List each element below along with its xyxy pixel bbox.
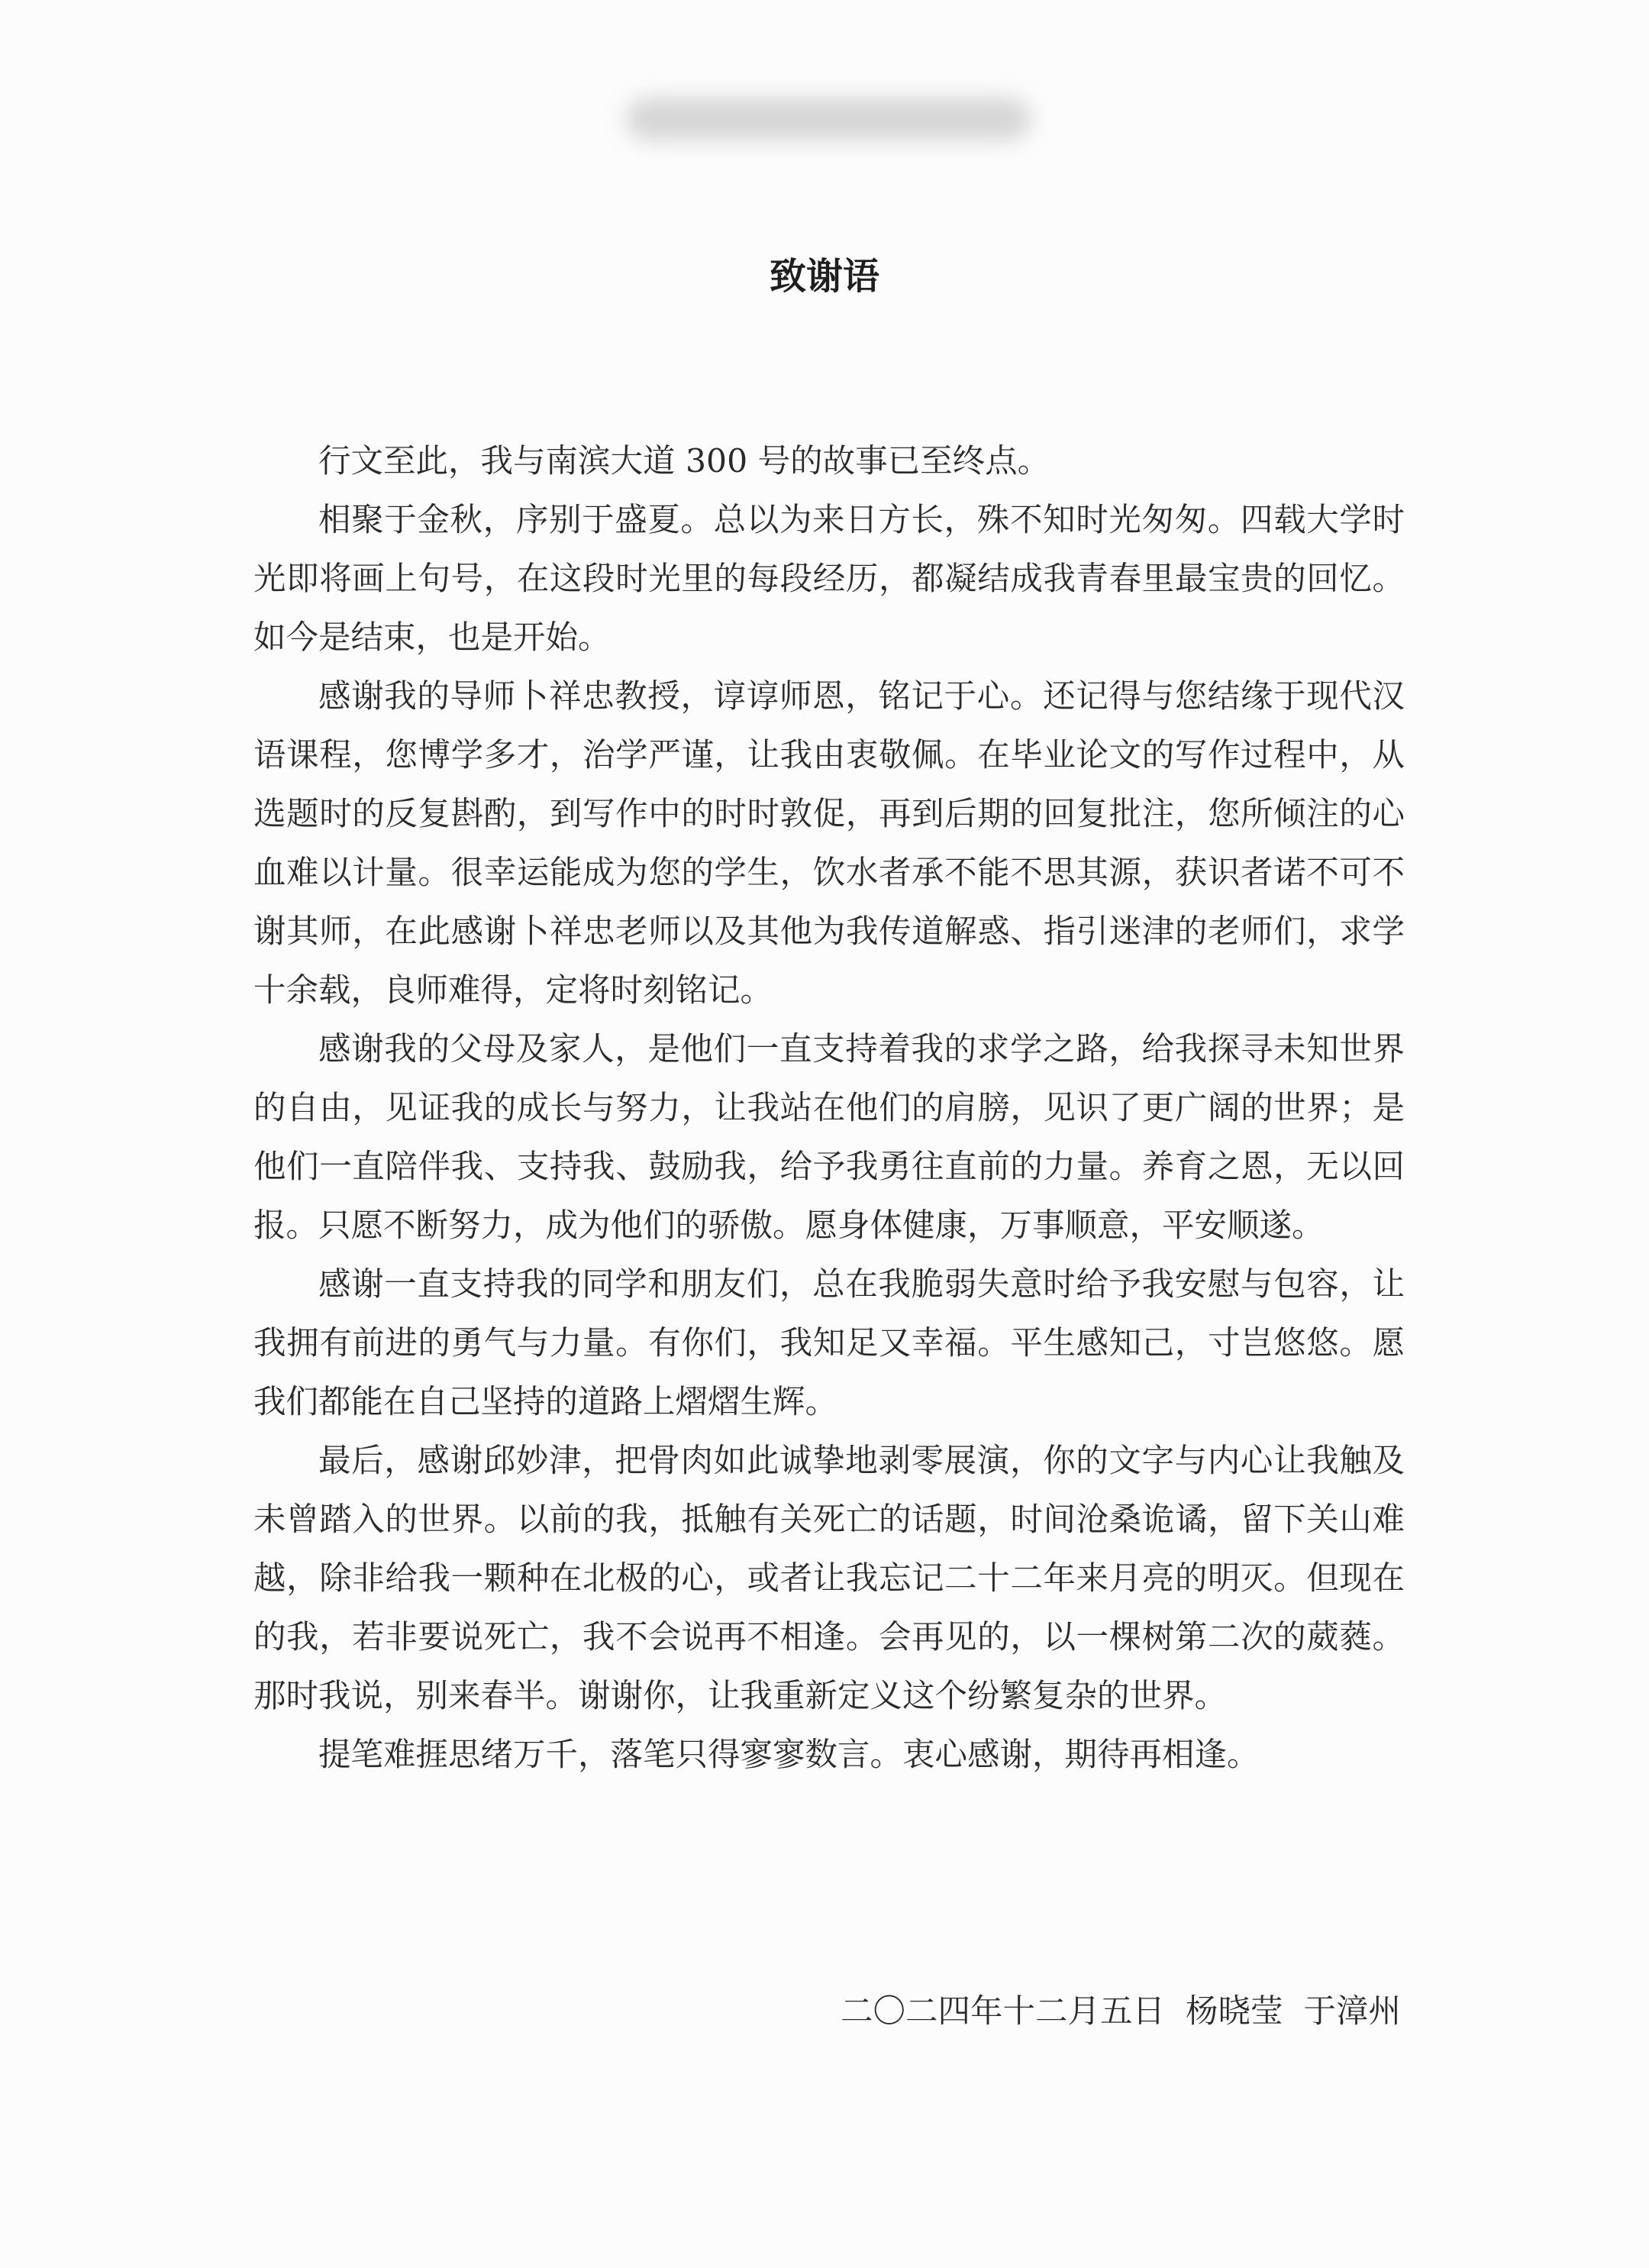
- paragraph: 相聚于金秋，序别于盛夏。总以为来日方长，殊不知时光匆匆。四载大学时光即将画上句号，在这段时光里的每段经历，都凝结成我青春里最宝贵的回忆。如今是结束，也是开始。: [253, 502, 1405, 657]
- paragraph: 感谢一直支持我的同学和朋友们，总在我脆弱失意时给予我安慰与包容，让我拥有前进的勇气与力量。有你们，我知足又幸福。平生感知己，寸岂悠悠。愿我们都能在自己坚持的道路上熠熠生辉。: [253, 1266, 1405, 1421]
- signature-line: 二〇二四年十二月五日 杨晓莹 于漳州: [840, 1993, 1401, 2031]
- page-title: 致谢语: [769, 255, 879, 298]
- blurred-header: [626, 98, 1031, 141]
- paragraph: 行文至此，我与南滨大道 300 号的故事已至终点。: [318, 443, 1050, 480]
- paragraph: 提笔难捱思绪万千，落笔只得寥寥数言。衷心感谢，期待再相逢。: [318, 1737, 1260, 1774]
- body-text: [253, 432, 1405, 1785]
- paragraph: 感谢我的导师卜祥忠教授，谆谆师恩，铭记于心。还记得与您结缘于现代汉语课程，您博学多才，治学严谨，让我由衷敬佩。在毕业论文的写作过程中，从选题时的反复斟酌，到写作中的时时敦促，再到后期的回复批注，您所倾注的心血难以计量。很幸运能成为您的学生，饮水者承不能不思其源，获识者诺不可不谢其师，在此感谢卜祥忠老师以及其他为我传道解惑、指引迷津的老师们，求学十余载，良师难得，定将时刻铭记。: [253, 678, 1405, 1010]
- paragraph: 感谢我的父母及家人，是他们一直支持着我的求学之路，给我探寻未知世界的自由，见证我的成长与努力，让我站在他们的肩膀，见识了更广阔的世界；是他们一直陪伴我、支持我、鼓励我，给予我勇往直前的力量。养育之恩，无以回报。只愿不断努力，成为他们的骄傲。愿身体健康，万事顺意，平安顺遂。: [253, 1031, 1405, 1245]
- paragraph: 最后，感谢邱妙津，把骨肉如此诚挚地剥零展演，你的文字与内心让我触及未曾踏入的世界。以前的我，抵触有关死亡的话题，时间沧桑诡谲，留下关山难越，除非给我一颗种在北极的心，或者让我忘记二十二年来月亮的明灭。但现在的我，若非要说死亡，我不会说再不相逢。会再见的，以一棵树第二次的葳蕤。那时我说，别来春半。谢谢你，让我重新定义这个纷繁复杂的世界。: [253, 1443, 1405, 1715]
